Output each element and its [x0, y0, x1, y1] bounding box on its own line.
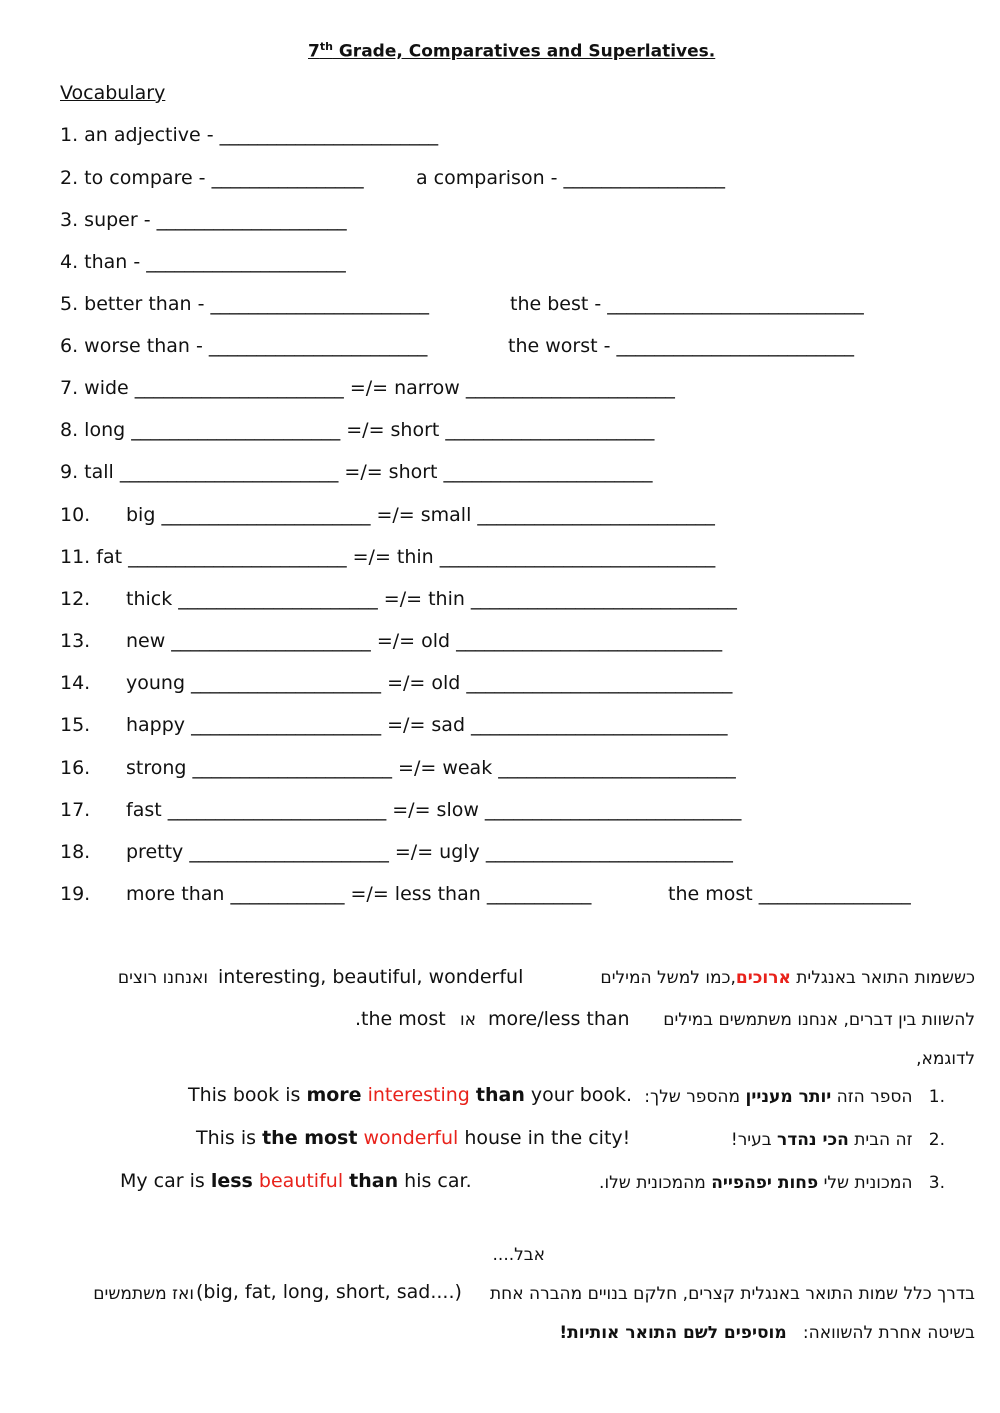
vocab-num-12: 12.: [60, 588, 91, 610]
vocab-line-9: 9. tall _______________________ =/= short ______________________: [60, 461, 653, 483]
example-1-english: This book is more interesting than your book.: [188, 1084, 633, 1106]
intro-line-2-the-most: .the most: [355, 1008, 446, 1030]
vocab-line-14: young ____________________ =/= old ____________________________: [126, 672, 733, 694]
vocab-line-19b: the most ________________: [668, 883, 911, 905]
vocab-line-2b: a comparison - _________________: [416, 167, 726, 189]
vocab-line-8: 8. long ______________________ =/= short ______________________: [60, 419, 655, 441]
intro-line-2-more-less: more/less than: [488, 1008, 630, 1030]
rule-line-1-examples: (big, fat, long, short, sad....): [196, 1281, 462, 1303]
vocab-line-5b: the best - ___________________________: [510, 293, 864, 315]
intro-line-1-end: ואנחנו רוצים: [117, 968, 208, 988]
example-1-hebrew: .1 הספר הזה יותר מעניין מהספר שלך:: [644, 1087, 945, 1107]
vocab-line-4: 4. than - _____________________: [60, 251, 346, 273]
vocab-line-1: 1. an adjective - _______________________: [60, 124, 439, 146]
intro-line-1-examples: interesting, beautiful, wonderful: [218, 966, 524, 988]
vocab-line-6b: the worst - _________________________: [508, 335, 854, 357]
example-2-hebrew: .2 זה הבית הכי נהדר בעיר!: [730, 1130, 945, 1150]
vocab-line-2: 2. to compare - ________________: [60, 167, 364, 189]
intro-line-1-hebrew: כששמות התואר באנגלית ארוכים,כמו למשל המילים: [600, 968, 975, 988]
example-2-english: This is the most wonderful house in the city!: [196, 1127, 631, 1149]
intro-line-2-or: או: [460, 1010, 476, 1030]
example-3-hebrew: .3 המכונית שלי פחות יפהפייה מהמכונית שלו.: [599, 1173, 945, 1193]
vocab-line-3: 3. super - ____________________: [60, 209, 347, 231]
rule-line-2-hebrew: בשיטה אחרת להשוואה: מוסיפים לשם התואר אותיות!: [559, 1323, 975, 1343]
rule-line-1-hebrew: בדרך כלל שמות התואר באנגלית קצרים, חלקם בנויים מהברה אחת: [489, 1284, 975, 1304]
vocab-line-7: 7. wide ______________________ =/= narrow ______________________: [60, 377, 675, 399]
rule-emphasis: מוסיפים לשם התואר אותיות!: [559, 1323, 787, 1343]
vocab-num-14: 14.: [60, 672, 91, 694]
vocab-num-15: 15.: [60, 714, 91, 736]
vocab-line-18: pretty _____________________ =/= ugly __________________________: [126, 841, 733, 863]
rule-line-1-end: ואז משתמשים: [93, 1284, 194, 1304]
intro-long-word: ארוכים: [735, 968, 791, 988]
vocab-line-11: 11. fat _______________________ =/= thin _____________________________: [60, 546, 716, 568]
vocab-line-15: happy ____________________ =/= sad ___________________________: [126, 714, 728, 736]
vocab-line-6: 6. worse than - _______________________: [60, 335, 428, 357]
but-line: אבל....: [492, 1245, 545, 1265]
vocab-num-18: 18.: [60, 841, 91, 863]
vocab-line-16: strong _____________________ =/= weak _________________________: [126, 757, 736, 779]
vocab-num-16: 16.: [60, 757, 91, 779]
vocab-line-12: thick _____________________ =/= thin ____________________________: [126, 588, 737, 610]
vocab-line-17: fast _______________________ =/= slow ___________________________: [126, 799, 742, 821]
vocab-line-10: big ______________________ =/= small _________________________: [126, 504, 715, 526]
intro-line-3: לדוגמא,: [916, 1049, 975, 1069]
vocab-num-17: 17.: [60, 799, 91, 821]
vocabulary-heading: Vocabulary: [60, 82, 166, 104]
vocab-line-19: more than ____________ =/= less than ___________: [126, 883, 592, 905]
example-3-english: My car is less beautiful than his car.: [120, 1170, 472, 1192]
intro-line-2-hebrew: להשוות בין דברים, אנחנו משתמשים במילים: [663, 1010, 975, 1030]
vocab-num-13: 13.: [60, 630, 91, 652]
vocab-line-5: 5. better than - _______________________: [60, 293, 429, 315]
page-title: 7th Grade, Comparatives and Superlatives.: [308, 40, 716, 62]
vocab-line-13: new _____________________ =/= old ____________________________: [126, 630, 723, 652]
vocab-num-10: 10.: [60, 504, 91, 526]
vocab-num-19: 19.: [60, 883, 91, 905]
